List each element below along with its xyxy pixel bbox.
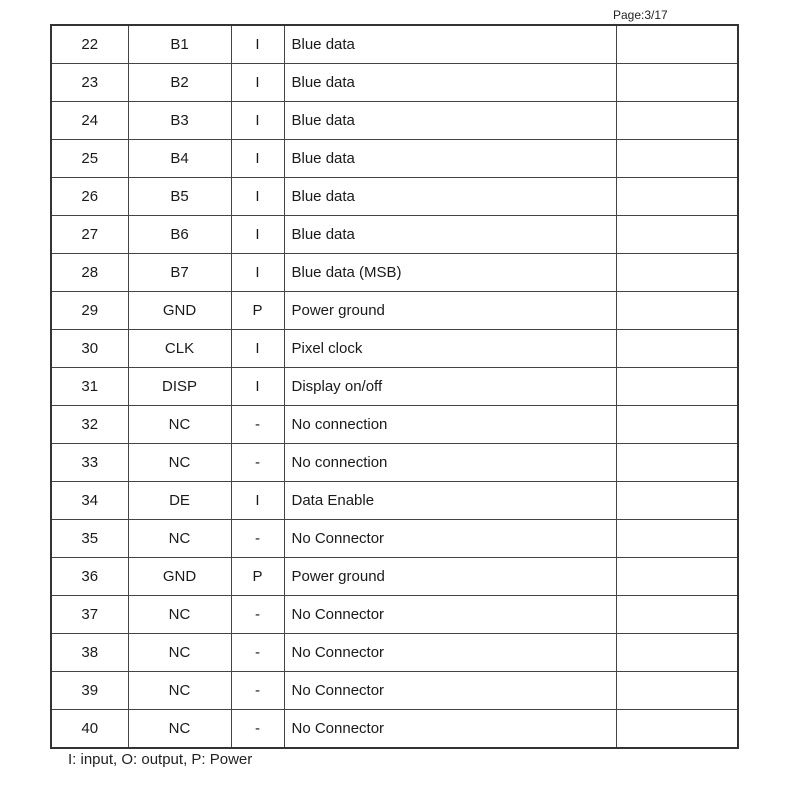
table-row [51, 520, 738, 558]
pin-remark-cell [616, 368, 738, 406]
pin-description-cell: No Connector [284, 710, 616, 749]
pin-io-cell: - [231, 634, 284, 672]
pin-number-cell: 32 [51, 406, 128, 444]
pin-remark-cell [616, 330, 738, 368]
pin-number-cell: 30 [51, 330, 128, 368]
pin-io-cell: - [231, 444, 284, 482]
table-row [51, 292, 738, 330]
pin-io-cell: - [231, 672, 284, 710]
pin-number-cell: 31 [51, 368, 128, 406]
pin-number-cell: 37 [51, 596, 128, 634]
table-row [51, 178, 738, 216]
pin-remark-cell [616, 558, 738, 596]
table-row [51, 25, 738, 64]
pin-symbol-cell: DISP [128, 368, 231, 406]
pin-io-cell: - [231, 710, 284, 749]
table-row [51, 558, 738, 596]
pin-description-cell: Blue data [284, 178, 616, 216]
pin-io-cell: - [231, 406, 284, 444]
table-row [51, 368, 738, 406]
pin-io-cell: I [231, 178, 284, 216]
pin-symbol-cell: NC [128, 444, 231, 482]
pin-number-cell: 33 [51, 444, 128, 482]
pin-remark-cell [616, 444, 738, 482]
pin-io-cell: I [231, 25, 284, 64]
pin-symbol-cell: B7 [128, 254, 231, 292]
pin-description-cell: Pixel clock [284, 330, 616, 368]
pin-number-cell: 26 [51, 178, 128, 216]
pin-description-cell: Blue data [284, 140, 616, 178]
pin-description-cell: No Connector [284, 520, 616, 558]
pin-symbol-cell: B6 [128, 216, 231, 254]
pin-symbol-cell: NC [128, 710, 231, 749]
pin-description-cell: No connection [284, 406, 616, 444]
pin-symbol-cell: B1 [128, 25, 231, 64]
pin-description-cell: Power ground [284, 558, 616, 596]
table-row [51, 216, 738, 254]
pin-description-cell: No Connector [284, 672, 616, 710]
pin-remark-cell [616, 406, 738, 444]
pin-number-cell: 40 [51, 710, 128, 749]
table-row [51, 482, 738, 520]
pin-description-cell: Blue data [284, 216, 616, 254]
pin-remark-cell [616, 482, 738, 520]
pin-io-cell: I [231, 216, 284, 254]
pin-symbol-cell: B5 [128, 178, 231, 216]
pin-remark-cell [616, 140, 738, 178]
pin-number-cell: 39 [51, 672, 128, 710]
pin-remark-cell [616, 216, 738, 254]
pin-description-cell: No Connector [284, 634, 616, 672]
pin-symbol-cell: NC [128, 596, 231, 634]
pin-symbol-cell: B3 [128, 102, 231, 140]
io-legend: I: input, O: output, P: Power [68, 751, 253, 768]
pin-number-cell: 22 [51, 25, 128, 64]
pin-number-cell: 24 [51, 102, 128, 140]
pin-symbol-cell: NC [128, 634, 231, 672]
table-row [51, 140, 738, 178]
pin-remark-cell [616, 596, 738, 634]
pin-io-cell: I [231, 254, 284, 292]
table-row [51, 102, 738, 140]
pin-remark-cell [616, 102, 738, 140]
pin-description-cell: Data Enable [284, 482, 616, 520]
pin-io-cell: P [231, 558, 284, 596]
pin-number-cell: 34 [51, 482, 128, 520]
table-row [51, 330, 738, 368]
pin-remark-cell [616, 710, 738, 749]
pin-io-cell: I [231, 102, 284, 140]
pin-symbol-cell: B4 [128, 140, 231, 178]
pin-io-cell: I [231, 368, 284, 406]
pin-remark-cell [616, 64, 738, 102]
pin-io-cell: I [231, 330, 284, 368]
pin-description-cell: Power ground [284, 292, 616, 330]
pin-remark-cell [616, 25, 738, 64]
pin-table-body [51, 25, 738, 748]
table-row [51, 710, 738, 749]
table-row [51, 634, 738, 672]
pin-assignment-table [50, 24, 739, 749]
pin-number-cell: 27 [51, 216, 128, 254]
pin-description-cell: No connection [284, 444, 616, 482]
pin-number-cell: 23 [51, 64, 128, 102]
pin-remark-cell [616, 254, 738, 292]
page-number: Page:3/17 [613, 8, 668, 22]
table-row [51, 406, 738, 444]
table-row [51, 444, 738, 482]
pin-number-cell: 36 [51, 558, 128, 596]
pin-io-cell: - [231, 520, 284, 558]
pin-remark-cell [616, 634, 738, 672]
table-row [51, 596, 738, 634]
pin-symbol-cell: GND [128, 558, 231, 596]
pin-description-cell: No Connector [284, 596, 616, 634]
pin-symbol-cell: DE [128, 482, 231, 520]
pin-remark-cell [616, 520, 738, 558]
table-row [51, 64, 738, 102]
pin-description-cell: Blue data [284, 25, 616, 64]
pin-symbol-cell: NC [128, 672, 231, 710]
pin-io-cell: I [231, 140, 284, 178]
pin-symbol-cell: CLK [128, 330, 231, 368]
pin-symbol-cell: GND [128, 292, 231, 330]
pin-description-cell: Blue data [284, 64, 616, 102]
pin-number-cell: 25 [51, 140, 128, 178]
table-row [51, 254, 738, 292]
pin-symbol-cell: B2 [128, 64, 231, 102]
pin-number-cell: 38 [51, 634, 128, 672]
pin-remark-cell [616, 178, 738, 216]
pin-io-cell: P [231, 292, 284, 330]
pin-description-cell: Blue data [284, 102, 616, 140]
pin-symbol-cell: NC [128, 406, 231, 444]
pin-description-cell: Display on/off [284, 368, 616, 406]
pin-number-cell: 28 [51, 254, 128, 292]
pin-io-cell: - [231, 596, 284, 634]
pin-remark-cell [616, 292, 738, 330]
pin-number-cell: 35 [51, 520, 128, 558]
pin-symbol-cell: NC [128, 520, 231, 558]
pin-description-cell: Blue data (MSB) [284, 254, 616, 292]
pin-io-cell: I [231, 482, 284, 520]
pin-io-cell: I [231, 64, 284, 102]
pin-remark-cell [616, 672, 738, 710]
pin-number-cell: 29 [51, 292, 128, 330]
table-row [51, 672, 738, 710]
